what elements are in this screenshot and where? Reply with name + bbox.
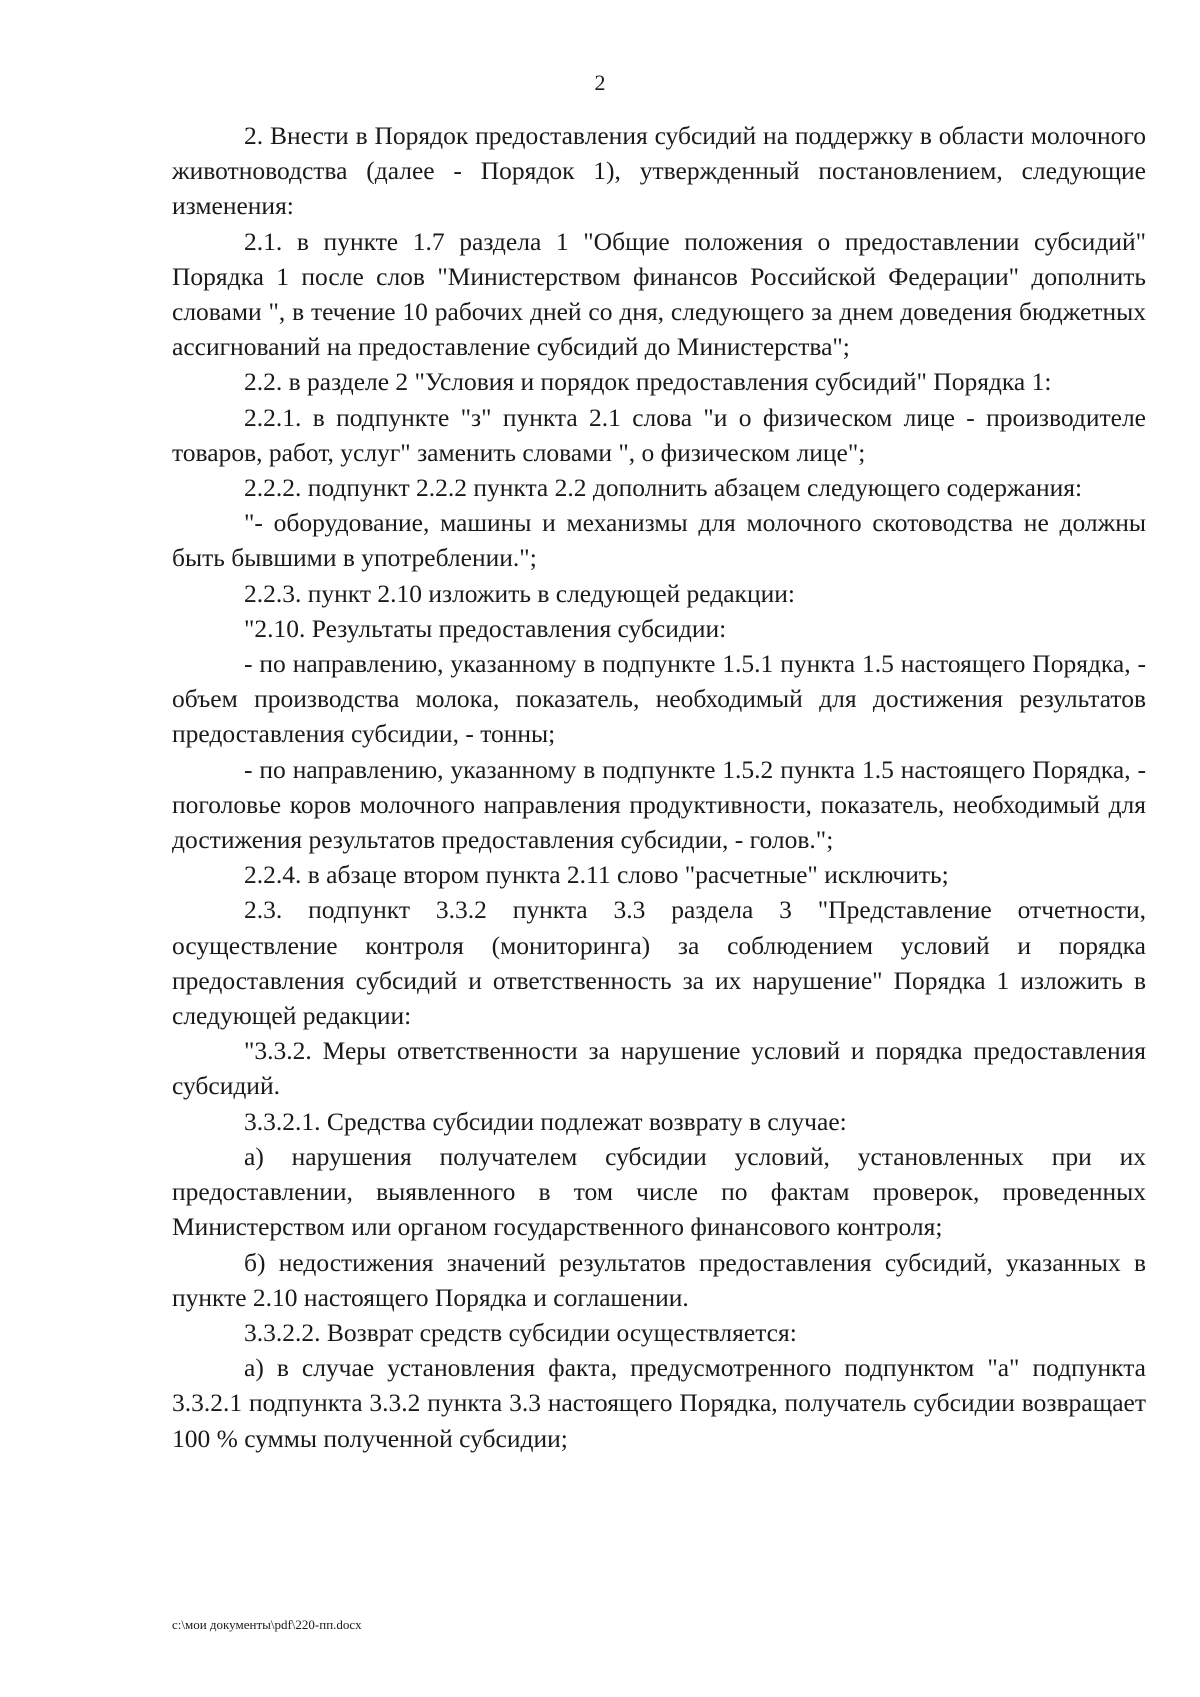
paragraph: - по направлению, указанному в подпункте 1.5.1 пункта 1.5 настоящего Порядка, - объем производства молока, показатель, необходимый для достижения результатов предоставления субсидии, - тонны; — [172, 649, 1146, 749]
paragraph: 2.2. в разделе 2 "Условия и порядок предоставления субсидий" Порядка 1: — [244, 367, 1052, 397]
page-number: 2 — [594, 70, 606, 95]
paragraph: 2. Внести в Порядок предоставления субсидий на поддержку в области молочного животноводства (далее - Порядок 1), утвержденный постановлением, следующие изменения: — [172, 121, 1146, 221]
paragraph: 2.1. в пункте 1.7 раздела 1 "Общие положения о предоставлении субсидий" Порядка 1 после слов "Министерством финансов Российской Федерации" дополнить словами ", в течение 10 рабочих дней со дня, следующего за днем доведения бюджетных ассигнований на предоставление субсидий до Министерства"; — [172, 226, 1146, 362]
paragraph: а) в случае установления факта, предусмотренного подпунктом "а" подпункта 3.3.2.1 подпункта 3.3.2 пункта 3.3 настоящего Порядка, получатель субсидии возвращает 100 % суммы полученной субсидии; — [172, 1353, 1146, 1453]
paragraph: б) недостижения значений результатов предоставления субсидий, указанных в пункте 2.10 настоящего Порядка и соглашении. — [172, 1247, 1146, 1312]
paragraph: 2.2.2. подпункт 2.2.2 пункта 2.2 дополнить абзацем следующего содержания: — [244, 473, 1083, 503]
paragraph: 2.2.3. пункт 2.10 изложить в следующей редакции: — [244, 578, 795, 608]
paragraph: "- оборудование, машины и механизмы для молочного скотоводства не должны быть бывшими в употреблении."; — [172, 508, 1146, 573]
paragraph: а) нарушения получателем субсидии условий, установленных при их предоставлении, выявленного в том числе по фактам проверок, проведенных Министерством или органом государственного финансового контроля; — [172, 1141, 1146, 1242]
paragraph: 2.3. подпункт 3.3.2 пункта 3.3 раздела 3 "Представление отчетности, осуществление контроля (мониторинга) за соблюдением условий и порядка предоставления субсидий и ответственность за их нарушение" Порядка 1 изложить в следующей редакции: — [172, 895, 1146, 1031]
paragraph: "3.3.2. Меры ответственности за нарушение условий и порядка предоставления субсидий. — [172, 1036, 1146, 1101]
paragraph: - по направлению, указанному в подпункте 1.5.2 пункта 1.5 настоящего Порядка, - поголовье коров молочного направления продуктивности, показатель, необходимый для достижения результатов предоставления субсидии, - голов."; — [172, 754, 1146, 855]
paragraph: 3.3.2.2. Возврат средств субсидии осуществляется: — [244, 1317, 797, 1347]
paragraph: 2.2.4. в абзаце втором пункта 2.11 слово "расчетные" исключить; — [244, 860, 949, 890]
document-body — [172, 118, 1146, 1456]
paragraph: 3.3.2.1. Средства субсидии подлежат возврату в случае: — [244, 1106, 847, 1136]
paragraph: "2.10. Результаты предоставления субсидии: — [244, 613, 727, 643]
footer-file-path: c:\мои документы\pdf\220-пп.docx — [172, 1617, 362, 1632]
paragraph: 2.2.1. в подпункте "з" пункта 2.1 слова "и о физическом лице - производителе товаров, работ, услуг" заменить словами ", о физическом лице"; — [172, 402, 1146, 467]
